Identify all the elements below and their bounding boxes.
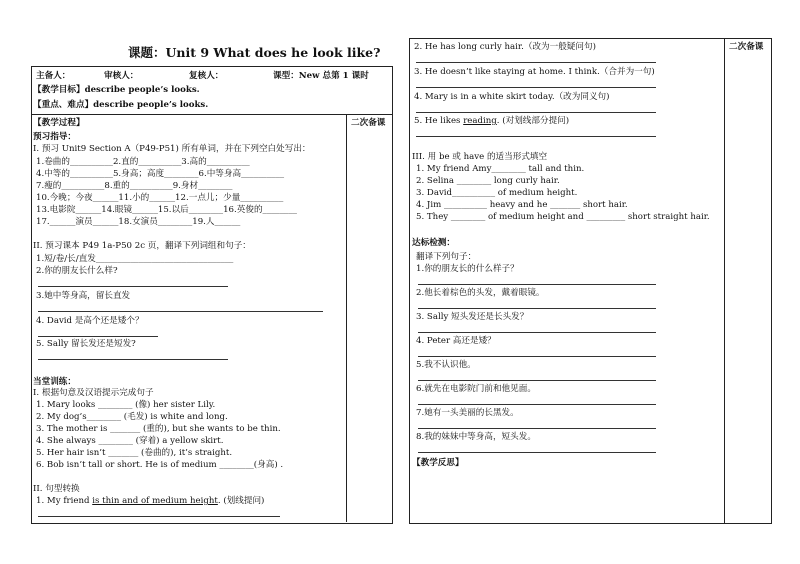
fill-item: 1. My friend Amy________ tall and thin. [416,164,585,174]
practice-item: 1. Mary looks ________ (像) her sister Lily. [36,400,216,410]
translate-item: 2.你的朋友长什么样? [36,266,118,276]
answer-line [418,284,656,285]
checker-label: 复核人： [189,71,224,81]
right-notes-column-divider [724,38,725,523]
answer-line [418,428,656,429]
practice-item: 6. Bob isn’t tall or short. He is of medium ________(身高) . [36,460,284,470]
transform-item: 4. Mary is in a white skirt today.（改为同义句) [414,92,610,102]
vocab-row: 7.瘦的__________8.重的__________9.身材________ [36,181,233,191]
check-item: 4. Peter 高还是矮？ [416,336,496,346]
transform-item: 3. He doesn’t like staying at home. I think.（合并为一句) [414,67,655,77]
answer-line [418,308,656,309]
practice-subtitle: I. 根据句意及汉语提示完成句子 [33,388,154,398]
answer-line [418,404,656,405]
section2-title: II. 预习课本 P49 1a-P50 2c 页，翻译下列词组和句子： [33,241,251,251]
section1-title: I. 预习 Unit9 Section A（P49-P51) 所有单词，并在下列空白处写出： [33,144,311,154]
lesson-type-label: 课型：New 总第 1 课时 [273,71,369,81]
teaching-goal: 【教学目标】describe people’s looks. [33,85,200,95]
check-item: 7.她有一头美丽的长黑发。 [416,408,519,418]
preview-title: 预习指导： [33,132,76,142]
transform-item-1: 1. My friend is thin and of medium height. (划线提问) [36,496,265,506]
check-item: 1.你的朋友长的什么样子？ [416,264,519,274]
transform-item-5: 5. He likes reading. (对划线部分提问) [414,116,570,126]
translate-item: 4. David 是高个还是矮个？ [36,316,144,326]
host-label: 主备人： [36,71,71,81]
check-item: 6.就先在电影院门前和他见面。 [416,384,536,394]
translate-item: 1.短/卷/长/直发________________________________ [36,254,234,264]
fill-item: 3. David__________ of medium height. [416,188,578,198]
section3-title: III. 用 be 或 have 的适当形式填空 [412,152,548,162]
check-subtitle: 翻译下列句子： [416,252,477,262]
vocab-row: 17.______演员______18.女演员________19.人______ [36,217,241,227]
practice-item: 2. My dog’s________ (毛发) is white and long. [36,412,228,422]
reviewer-label: 审核人： [104,71,139,81]
answer-line [416,62,656,63]
answer-line [38,516,280,517]
answer-line [418,332,656,333]
fill-item: 2. Selina ________ long curly hair. [416,176,560,186]
check-item: 5.我不认识他。 [416,360,476,370]
translate-item: 5. Sally 留长发还是短发? [36,339,136,349]
answer-line [418,452,656,453]
teaching-process-heading: 【教学过程】 [33,118,85,128]
answer-line [38,311,323,312]
key-points: 【重点、难点】describe people’s looks. [33,100,209,110]
check-item: 2.他长着棕色的头发，戴着眼镜。 [416,288,545,298]
practice-title: 当堂训练： [33,377,76,387]
transform-title: II. 句型转换 [33,484,80,494]
practice-item: 5. Her hair isn’t _______ (卷曲的), it’s straight. [36,448,233,458]
left-divider [31,114,392,115]
answer-line [418,380,656,381]
check-title: 达标检测： [412,238,455,248]
answer-line [418,356,656,357]
fill-item: 5. They ________ of medium height and _________ short straight hair. [416,212,710,222]
page-title: 课题：Unit 9 What does he look like? [128,45,381,60]
vocab-row: 10.今晚；今夜______11.小的______12.一点儿；少量__________ [36,193,284,203]
practice-item: 3. The mother is _______ (重的), but she wants to be thin. [36,424,281,434]
check-item: 8.我的妹妹中等身高，短头发。 [416,432,536,442]
answer-line [38,336,158,337]
fill-item: 4. Jim __________ heavy and he _______ short hair. [416,200,628,210]
second-prep-heading-left: 二次备课 [351,118,386,128]
answer-line [416,112,656,113]
answer-line [416,87,656,88]
check-item: 3. Sally 短头发还是长头发？ [416,312,529,322]
answer-line [416,136,656,137]
left-notes-column-divider [346,114,347,522]
answer-line [38,359,228,360]
vocab-row: 13.电影院______14.眼镜______15.以后________16.英俊的________ [36,205,297,215]
transform-item: 2. He has long curly hair.（改为一般疑问句) [414,42,596,52]
vocab-row: 4.中等的__________5.身高；高度________6.中等身高__________ [36,169,285,179]
answer-line [38,286,228,287]
teaching-reflection: 【教学反思】 [412,458,464,468]
translate-item: 3.她中等身高，留长直发 [36,291,131,301]
second-prep-heading-right: 二次备课 [729,42,764,52]
vocab-row: 1.卷曲的__________2.直的__________3.高的__________ [36,157,250,167]
practice-item: 4. She always ________ (穿着) a yellow skirt. [36,436,224,446]
